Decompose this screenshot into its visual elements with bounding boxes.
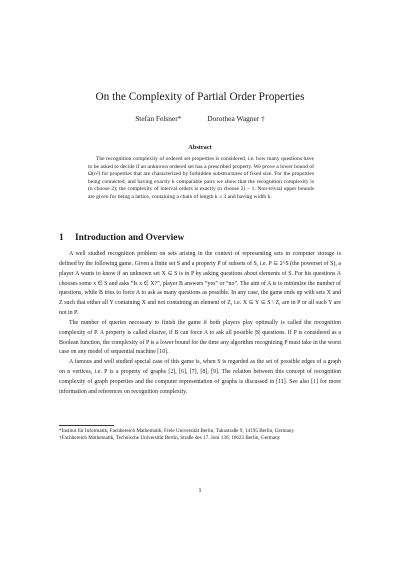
abstract-heading: Abstract bbox=[188, 144, 212, 151]
author-wagner: Dorothea Wagner † bbox=[207, 114, 265, 123]
paragraph: A famous and well studied special case of this game is, when S is regarded as the set of possible edges of a graph on n vertices, i.e. P is a property of graphs [2], [6], [7], [8], [9]. The relation between this concept of recognition complexity of graph properties and the computer representation of graphs is discussed in [11]. See also [1] for more information and references on recognition complexity. bbox=[59, 359, 341, 395]
section-heading bbox=[59, 233, 349, 243]
footnote-rule bbox=[59, 425, 114, 426]
footnotes bbox=[59, 428, 341, 442]
paper-title: On the Complexity of Partial Order Properties bbox=[95, 91, 305, 103]
section-title: Introduction and Overview bbox=[75, 233, 185, 243]
footnote-wagner: †Fachbereich Mathematik, Technische Universität Berlin, Straße des 17. Juni 136, 10623 Berlin, Germany bbox=[59, 435, 281, 442]
author-list bbox=[0, 114, 400, 123]
section-number: 1 bbox=[59, 233, 64, 243]
paragraph: A well studied recognition problem on sets arising in the context of representing sets in computer storage is defined by the following game. Given a finite set S and a property P of subsets of S, i.e. P ⊆ 2^S (the powerset of S), a player A wants to know if an unknown set X ⊆ S is in P by asking questions about elements of S. For his questions A chooses some x ∈ S and asks “Is x ∈ X?”, player B answers “yes” or “no”. The aim of A is to minimize the number of questions, while B tries to force A to ask as many questions as possible. In any case, the game ends up with sets X and Z such that either all Y containing X and not containing an element of Z, i.e. X ⊆ Y ⊆ S \ Z, are in P or all such Y are not in P. bbox=[59, 251, 341, 317]
author-felsner: Stefan Felsner* bbox=[135, 114, 182, 123]
footnote-felsner: *Institut für Informatik, Fachbereich Mathematik, Freie Universität Berlin, Takustraße 9, 14195 Berlin, Germany bbox=[59, 428, 295, 434]
section-body bbox=[59, 250, 341, 398]
abstract-text: The recognition complexity of ordered set properties is considered, i.e. how many questions have to be asked to decide if an unknown ordered set has a prescribed property. We prove a lower bound of Ω(n²) for properties that are characterized by forbidden substructures of fixed size. For the properties being connected, and having exactly k comparable pairs we show that the recognition complexity is (n choose 2); the complexity of interval orders is exactly (n choose 2) − 1. Non-trivial upper bounds are given for being a lattice, containing a chain of length k ≥ 3 and having width k. bbox=[88, 156, 314, 200]
paragraph: The number of queries necessary to finish the game if both players play optimally is called the recognition complexity of P. A property is called elusive, if B can force A to ask all possible |S| questions. If P is considered as a Boolean function, the complexity of P is a lower bound for the time any algorithm recognizing P must take in the worst case on any model of sequential machine [10]. bbox=[59, 319, 341, 356]
page-number: 1 bbox=[198, 487, 202, 494]
